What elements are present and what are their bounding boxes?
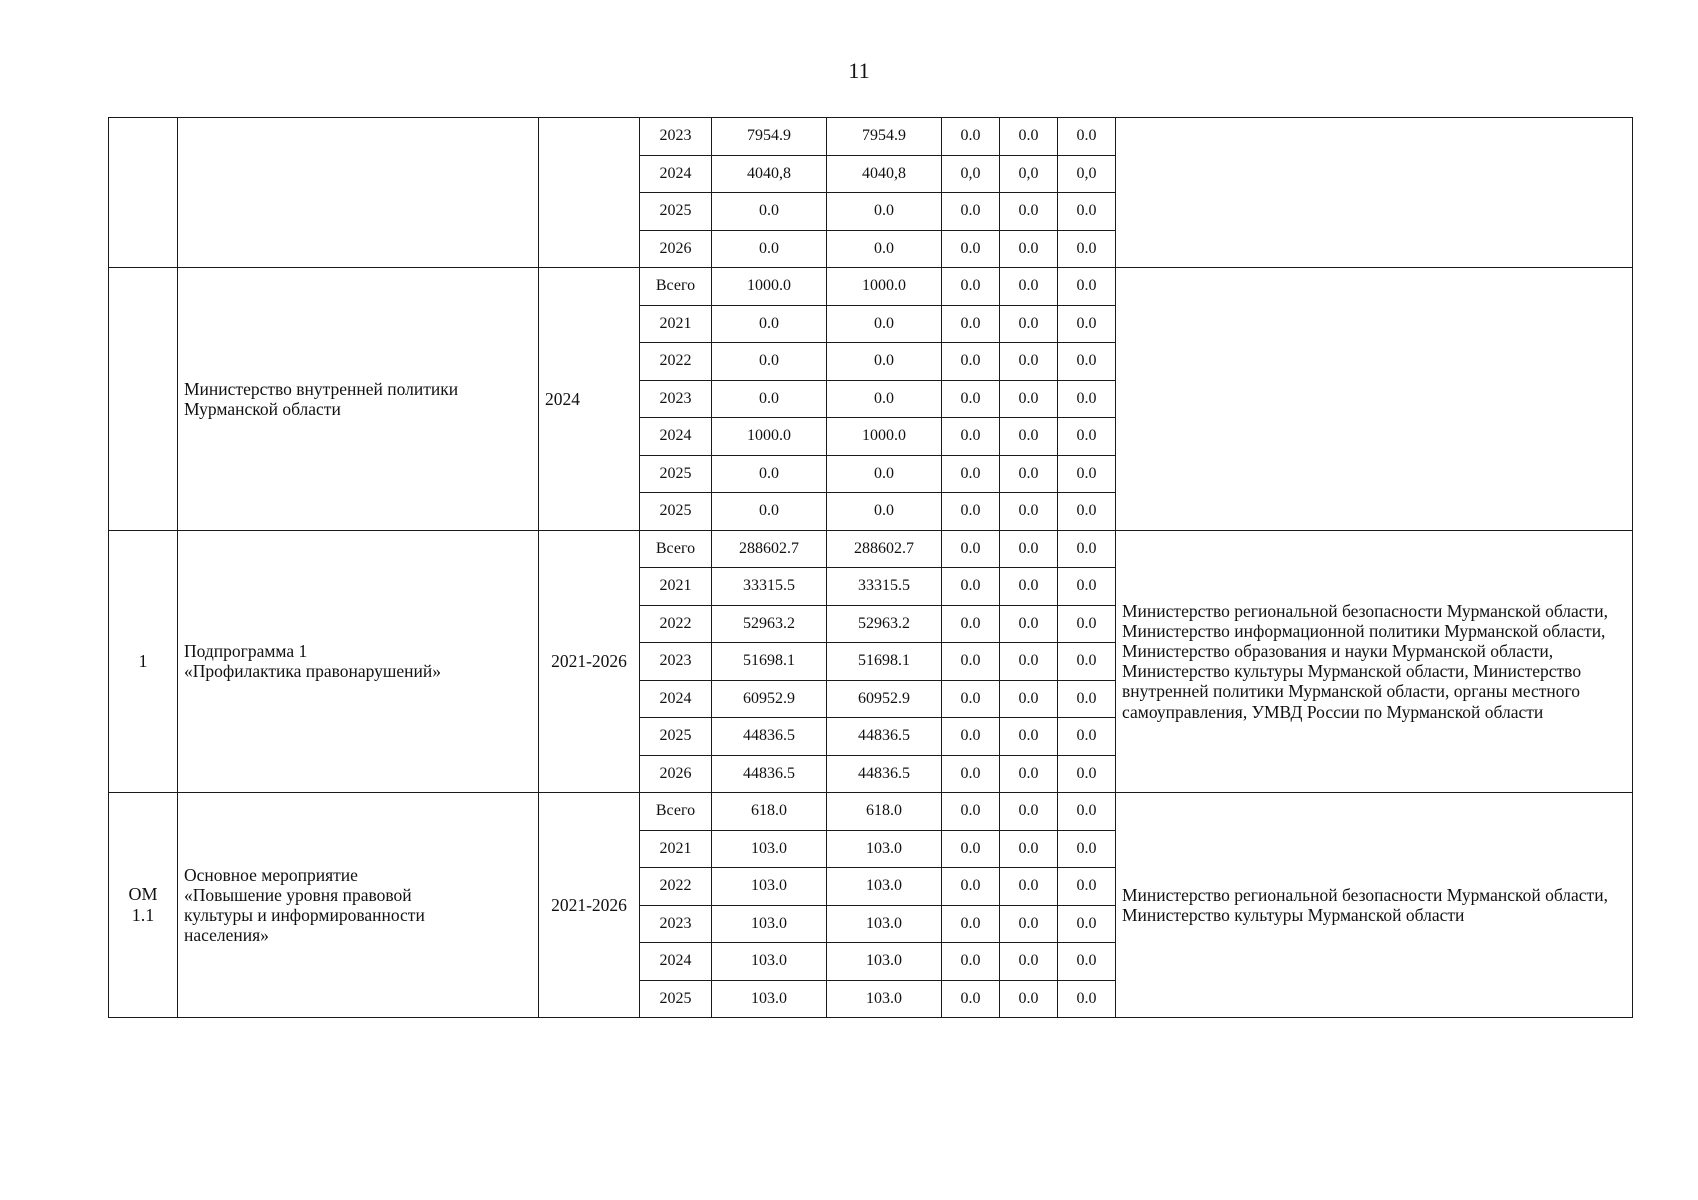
- total-amount-cell: 288602.7: [712, 530, 827, 568]
- year-cell: 2024: [640, 680, 712, 718]
- program-name-cell-text: Подпрограмма 1 «Профилактика правонарушений»: [184, 641, 442, 682]
- regional-budget-cell: 44836.5: [827, 755, 942, 793]
- total-amount-cell: 103.0: [712, 830, 827, 868]
- federal-budget-cell: 0.0: [942, 680, 1000, 718]
- regional-budget-cell: 103.0: [827, 943, 942, 981]
- federal-budget-cell: 0.0: [942, 793, 1000, 831]
- local-budget-cell: 0.0: [1000, 230, 1058, 268]
- local-budget-cell: 0.0: [1000, 493, 1058, 531]
- row-number-cell-text: ОМ 1.1: [128, 884, 158, 925]
- federal-budget-cell: 0.0: [942, 718, 1000, 756]
- regional-budget-cell: 0.0: [827, 493, 942, 531]
- year-cell: 2024: [640, 943, 712, 981]
- program-name-cell: [178, 118, 539, 268]
- total-amount-cell: 1000.0: [712, 268, 827, 306]
- regional-budget-cell: 44836.5: [827, 718, 942, 756]
- other-sources-cell: 0.0: [1058, 493, 1116, 531]
- program-name-cell: [178, 268, 539, 531]
- local-budget-cell: 0.0: [1000, 418, 1058, 456]
- row-number-cell-text: 1: [138, 650, 148, 671]
- period-cell: [539, 268, 640, 531]
- local-budget-cell: 0.0: [1000, 305, 1058, 343]
- regional-budget-cell: 1000.0: [827, 268, 942, 306]
- regional-budget-cell: 103.0: [827, 868, 942, 906]
- program-name-cell: [178, 530, 539, 793]
- program-name-cell-text: Основное мероприятие «Повышение уровня правовой культуры и информированности населения»: [184, 864, 425, 946]
- local-budget-cell: 0.0: [1000, 118, 1058, 156]
- executor-cell: [1116, 118, 1633, 268]
- year-cell: 2023: [640, 118, 712, 156]
- federal-budget-cell: 0.0: [942, 605, 1000, 643]
- local-budget-cell: 0.0: [1000, 343, 1058, 381]
- total-amount-cell: 103.0: [712, 868, 827, 906]
- regional-budget-cell: 618.0: [827, 793, 942, 831]
- program-name-cell-text: Министерство внутренней политики Мурманской области: [184, 378, 459, 419]
- local-budget-cell: 0.0: [1000, 193, 1058, 231]
- local-budget-cell: 0.0: [1000, 605, 1058, 643]
- local-budget-cell: 0.0: [1000, 755, 1058, 793]
- other-sources-cell: 0.0: [1058, 830, 1116, 868]
- regional-budget-cell: 103.0: [827, 830, 942, 868]
- year-cell: 2025: [640, 493, 712, 531]
- federal-budget-cell: 0.0: [942, 455, 1000, 493]
- federal-budget-cell: 0.0: [942, 418, 1000, 456]
- other-sources-cell: 0.0: [1058, 118, 1116, 156]
- local-budget-cell: 0.0: [1000, 905, 1058, 943]
- executor-cell: [1116, 793, 1633, 1018]
- total-amount-cell: 618.0: [712, 793, 827, 831]
- federal-budget-cell: 0.0: [942, 568, 1000, 606]
- executor-cell: [1116, 268, 1633, 531]
- other-sources-cell: 0.0: [1058, 343, 1116, 381]
- regional-budget-cell: 4040,8: [827, 155, 942, 193]
- total-amount-cell: 0.0: [712, 193, 827, 231]
- federal-budget-cell: 0.0: [942, 118, 1000, 156]
- row-number-cell: [109, 793, 178, 1018]
- total-amount-cell: 0.0: [712, 380, 827, 418]
- other-sources-cell: 0.0: [1058, 568, 1116, 606]
- other-sources-cell: 0.0: [1058, 718, 1116, 756]
- total-amount-cell: 0.0: [712, 230, 827, 268]
- local-budget-cell: 0.0: [1000, 680, 1058, 718]
- row-number-cell: [109, 118, 178, 268]
- federal-budget-cell: 0.0: [942, 643, 1000, 681]
- total-amount-cell: 0.0: [712, 305, 827, 343]
- other-sources-cell: 0.0: [1058, 905, 1116, 943]
- federal-budget-cell: 0.0: [942, 830, 1000, 868]
- year-cell: 2021: [640, 568, 712, 606]
- regional-budget-cell: 60952.9: [827, 680, 942, 718]
- federal-budget-cell: 0.0: [942, 193, 1000, 231]
- federal-budget-cell: 0.0: [942, 268, 1000, 306]
- federal-budget-cell: 0,0: [942, 155, 1000, 193]
- other-sources-cell: 0.0: [1058, 193, 1116, 231]
- year-cell: 2025: [640, 193, 712, 231]
- local-budget-cell: 0.0: [1000, 268, 1058, 306]
- other-sources-cell: 0,0: [1058, 155, 1116, 193]
- other-sources-cell: 0.0: [1058, 680, 1116, 718]
- regional-budget-cell: 103.0: [827, 980, 942, 1018]
- local-budget-cell: 0.0: [1000, 380, 1058, 418]
- regional-budget-cell: 103.0: [827, 905, 942, 943]
- other-sources-cell: 0.0: [1058, 943, 1116, 981]
- year-cell: Всего: [640, 793, 712, 831]
- row-number-cell: [109, 530, 178, 793]
- other-sources-cell: 0.0: [1058, 305, 1116, 343]
- total-amount-cell: 0.0: [712, 343, 827, 381]
- regional-budget-cell: 1000.0: [827, 418, 942, 456]
- table-row: [109, 530, 1633, 568]
- regional-budget-cell: 0.0: [827, 455, 942, 493]
- other-sources-cell: 0.0: [1058, 605, 1116, 643]
- executor-text: Министерство региональной безопасности Мурманской области, Министерство культуры Мурманской области: [1122, 884, 1608, 925]
- total-amount-cell: 103.0: [712, 980, 827, 1018]
- row-number-cell: [109, 268, 178, 531]
- other-sources-cell: 0.0: [1058, 530, 1116, 568]
- federal-budget-cell: 0.0: [942, 343, 1000, 381]
- local-budget-cell: 0.0: [1000, 718, 1058, 756]
- year-cell: 2023: [640, 643, 712, 681]
- regional-budget-cell: 288602.7: [827, 530, 942, 568]
- federal-budget-cell: 0.0: [942, 868, 1000, 906]
- local-budget-cell: 0.0: [1000, 943, 1058, 981]
- local-budget-cell: 0.0: [1000, 868, 1058, 906]
- local-budget-cell: 0.0: [1000, 830, 1058, 868]
- year-cell: 2022: [640, 868, 712, 906]
- total-amount-cell: 1000.0: [712, 418, 827, 456]
- total-amount-cell: 33315.5: [712, 568, 827, 606]
- local-budget-cell: 0.0: [1000, 643, 1058, 681]
- executor-text: Министерство региональной безопасности Мурманской области, Министерство информационной политики Мурманской области, Министерство образования и науки Мурманской области, Министерство культуры Мурманской области, Министерство внутренней политики Мурманской области, органы местного самоуправления, УМВД России по Мурманской области: [1122, 600, 1608, 722]
- budget-body: [109, 118, 1633, 1018]
- local-budget-cell: 0.0: [1000, 455, 1058, 493]
- total-amount-cell: 103.0: [712, 905, 827, 943]
- year-cell: 2024: [640, 155, 712, 193]
- federal-budget-cell: 0.0: [942, 380, 1000, 418]
- local-budget-cell: 0.0: [1000, 793, 1058, 831]
- regional-budget-cell: 0.0: [827, 305, 942, 343]
- program-name-cell: [178, 793, 539, 1018]
- total-amount-cell: 52963.2: [712, 605, 827, 643]
- total-amount-cell: 44836.5: [712, 755, 827, 793]
- year-cell: 2022: [640, 605, 712, 643]
- year-cell: Всего: [640, 530, 712, 568]
- regional-budget-cell: 0.0: [827, 343, 942, 381]
- total-amount-cell: 60952.9: [712, 680, 827, 718]
- period-cell: [539, 530, 640, 793]
- federal-budget-cell: 0.0: [942, 230, 1000, 268]
- total-amount-cell: 4040,8: [712, 155, 827, 193]
- local-budget-cell: 0.0: [1000, 980, 1058, 1018]
- local-budget-cell: 0,0: [1000, 155, 1058, 193]
- executor-cell: [1116, 530, 1633, 793]
- regional-budget-cell: 0.0: [827, 380, 942, 418]
- federal-budget-cell: 0.0: [942, 905, 1000, 943]
- period-cell-text: 2024: [545, 388, 580, 409]
- other-sources-cell: 0.0: [1058, 230, 1116, 268]
- federal-budget-cell: 0.0: [942, 305, 1000, 343]
- other-sources-cell: 0.0: [1058, 455, 1116, 493]
- other-sources-cell: 0.0: [1058, 793, 1116, 831]
- total-amount-cell: 0.0: [712, 455, 827, 493]
- regional-budget-cell: 33315.5: [827, 568, 942, 606]
- federal-budget-cell: 0.0: [942, 980, 1000, 1018]
- local-budget-cell: 0.0: [1000, 568, 1058, 606]
- other-sources-cell: 0.0: [1058, 980, 1116, 1018]
- year-cell: 2021: [640, 305, 712, 343]
- regional-budget-cell: 0.0: [827, 230, 942, 268]
- year-cell: 2022: [640, 343, 712, 381]
- year-cell: 2025: [640, 455, 712, 493]
- budget-table: [108, 117, 1633, 1018]
- total-amount-cell: 0.0: [712, 493, 827, 531]
- year-cell: 2023: [640, 380, 712, 418]
- period-cell: [539, 118, 640, 268]
- federal-budget-cell: 0.0: [942, 943, 1000, 981]
- total-amount-cell: 103.0: [712, 943, 827, 981]
- year-cell: 2025: [640, 980, 712, 1018]
- regional-budget-cell: 7954.9: [827, 118, 942, 156]
- other-sources-cell: 0.0: [1058, 643, 1116, 681]
- total-amount-cell: 51698.1: [712, 643, 827, 681]
- total-amount-cell: 44836.5: [712, 718, 827, 756]
- year-cell: 2026: [640, 230, 712, 268]
- year-cell: 2024: [640, 418, 712, 456]
- year-cell: 2026: [640, 755, 712, 793]
- table-row: [109, 118, 1633, 156]
- other-sources-cell: 0.0: [1058, 268, 1116, 306]
- period-cell-text: 2021-2026: [551, 894, 627, 915]
- year-cell: 2025: [640, 718, 712, 756]
- total-amount-cell: 7954.9: [712, 118, 827, 156]
- table-row: [109, 268, 1633, 306]
- year-cell: 2023: [640, 905, 712, 943]
- other-sources-cell: 0.0: [1058, 868, 1116, 906]
- other-sources-cell: 0.0: [1058, 418, 1116, 456]
- period-cell-text: 2021-2026: [551, 651, 627, 672]
- year-cell: Всего: [640, 268, 712, 306]
- other-sources-cell: 0.0: [1058, 755, 1116, 793]
- regional-budget-cell: 0.0: [827, 193, 942, 231]
- local-budget-cell: 0.0: [1000, 530, 1058, 568]
- page-number: 11: [848, 58, 870, 83]
- federal-budget-cell: 0.0: [942, 530, 1000, 568]
- regional-budget-cell: 51698.1: [827, 643, 942, 681]
- table-row: [109, 793, 1633, 831]
- regional-budget-cell: 52963.2: [827, 605, 942, 643]
- federal-budget-cell: 0.0: [942, 755, 1000, 793]
- year-cell: 2021: [640, 830, 712, 868]
- period-cell: [539, 793, 640, 1018]
- federal-budget-cell: 0.0: [942, 493, 1000, 531]
- other-sources-cell: 0.0: [1058, 380, 1116, 418]
